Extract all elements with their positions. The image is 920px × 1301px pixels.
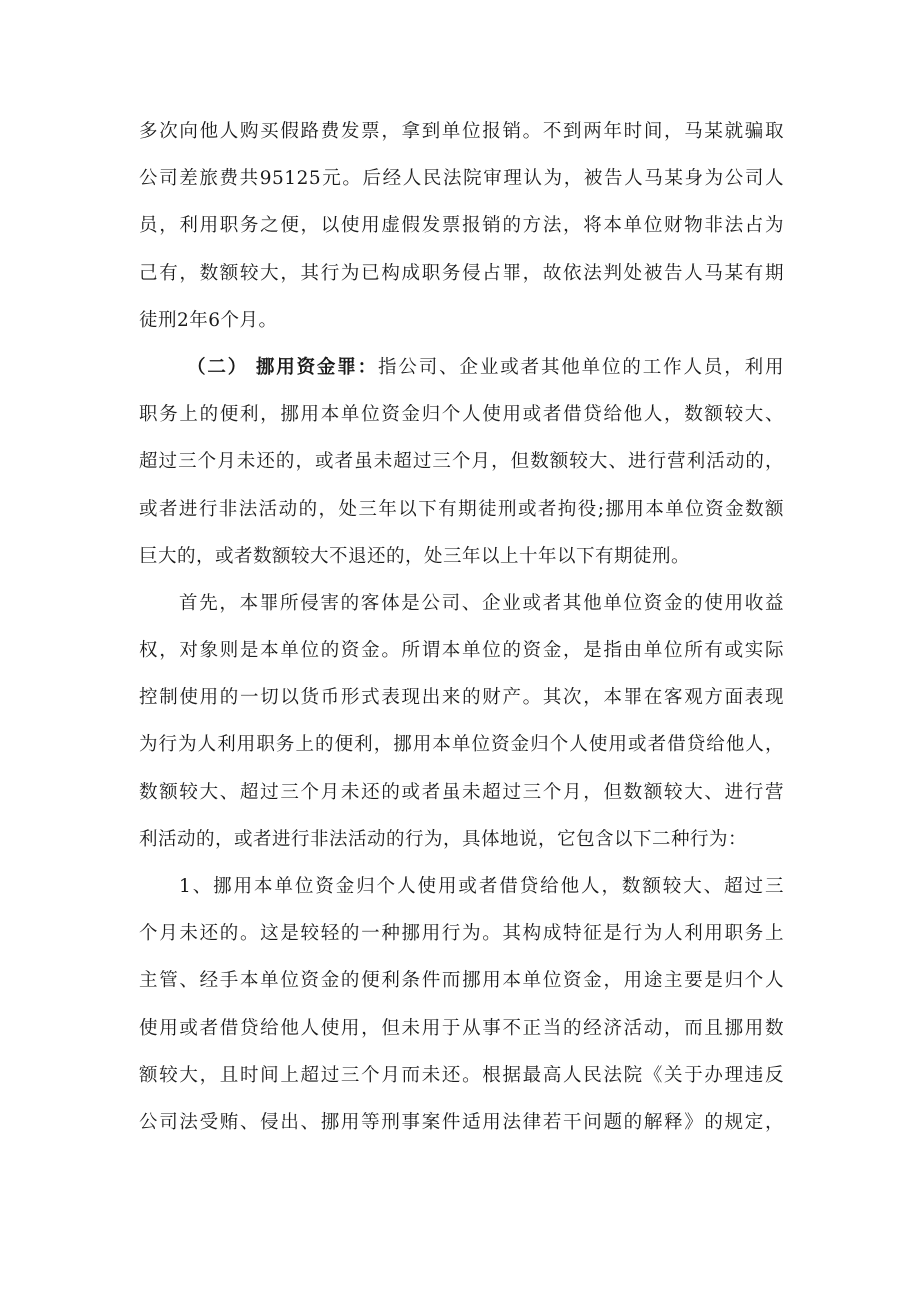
text-line: 职务上的便利，挪用本单位资金归个人使用或者借贷给他人，数额较大、: [139, 404, 784, 426]
paragraph-case-example: [139, 112, 784, 348]
section-title: 挪用资金罪：: [255, 356, 379, 378]
text-line: 权，对象则是本单位的资金。所谓本单位的资金，是指由单位所有或实际: [139, 640, 784, 662]
section-text: 指公司、企业或者其他单位的工作人员，利用: [378, 356, 784, 378]
paragraph-analysis: [139, 584, 784, 867]
text-line: 或者进行非法活动的，处三年以下有期徒刑或者拘役;挪用本单位资金数额: [139, 498, 784, 520]
text-line: 公司差旅费共95125元。后经人民法院审理认为，被告人马某身为公司人: [139, 168, 784, 190]
text-line: 徒刑2年6个月。: [139, 309, 278, 331]
document-body: [139, 112, 784, 1150]
section-heading-line: [139, 348, 784, 395]
text-line: 为行为人利用职务上的便利，挪用本单位资金归个人使用或者借贷给他人，: [139, 734, 784, 756]
text-line: 己有，数额较大，其行为已构成职务侵占罪，故依法判处被告人马某有期: [139, 262, 784, 284]
text-line: 主管、经手本单位资金的便利条件而挪用本单位资金，用途主要是归个人: [139, 970, 784, 992]
text-line: 利活动的，或者进行非法活动的行为，具体地说，它包含以下二种行为：: [139, 828, 748, 850]
text-line: 个月未还的。这是较轻的一种挪用行为。其构成特征是行为人利用职务上: [139, 923, 784, 945]
section-number: （二）: [187, 356, 249, 378]
text-line: 员，利用职务之便，以使用虚假发票报销的方法，将本单位财物非法占为: [139, 215, 784, 237]
text-line: 使用或者借贷给他人使用，但未用于从事不正当的经济活动，而且挪用数: [139, 1017, 784, 1039]
text-line: 控制使用的一切以货币形式表现出来的财产。其次，本罪在客观方面表现: [139, 687, 784, 709]
text-line: 1、挪用本单位资金归个人使用或者借贷给他人，数额较大、超过三: [179, 876, 784, 897]
text-line: 超过三个月未还的，或者虽未超过三个月，但数额较大、进行营利活动的，: [139, 451, 784, 473]
text-line: 公司法受贿、侵出、挪用等刑事案件适用法律若干问题的解释》的规定，: [139, 1111, 784, 1133]
paragraph-behavior-1: [139, 867, 784, 1150]
text-line: 巨大的，或者数额较大不退还的，处三年以上十年以下有期徒刑。: [139, 545, 691, 567]
text-line: 数额较大、超过三个月未还的或者虽未超过三个月，但数额较大、进行营: [139, 781, 784, 803]
text-line: 多次向他人购买假路费发票，拿到单位报销。不到两年时间，马某就骗取: [139, 121, 784, 142]
text-line: 首先，本罪所侵害的客体是公司、企业或者其他单位资金的使用收益: [179, 592, 784, 614]
text-line: 额较大，且时间上超过三个月而未还。根据最高人民法院《关于办理违反: [139, 1064, 784, 1086]
paragraph-section-2: [139, 348, 784, 584]
